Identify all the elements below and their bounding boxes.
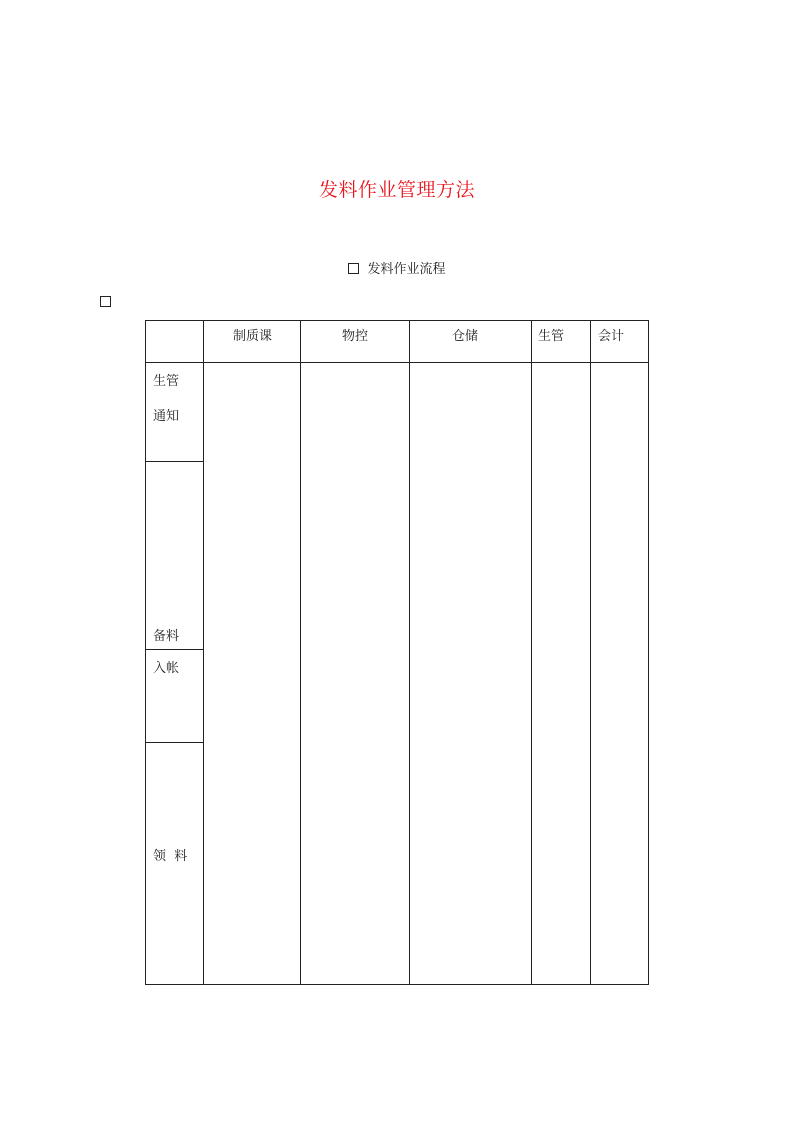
table-column-divider (531, 321, 532, 984)
column-header-accounting: 会计 (598, 329, 625, 344)
checkbox-icon (100, 296, 111, 307)
document-title: 发料作业管理方法 (318, 179, 475, 201)
table-row-divider (146, 649, 203, 650)
column-header-warehouse: 仓储 (452, 329, 479, 344)
column-header-production: 生管 (538, 329, 565, 344)
stage-label-post: 入帐 (153, 661, 180, 676)
checkbox-icon (348, 263, 359, 274)
column-header-quality: 制质课 (233, 329, 273, 344)
stage-label-notify-line1: 生管 (153, 374, 180, 389)
table-header-divider (146, 362, 648, 363)
section-heading (0, 258, 794, 277)
section-heading-text: 发料作业流程 (367, 262, 446, 277)
table-column-divider (409, 321, 410, 984)
table-column-divider (203, 321, 204, 984)
table-row-divider (146, 461, 203, 462)
table-column-divider (590, 321, 591, 984)
stage-label-notify-line2: 通知 (153, 409, 180, 424)
stage-label-prepare: 备料 (153, 629, 180, 644)
stage-label-requisition: 领 料 (153, 849, 188, 864)
column-header-material-control: 物控 (342, 329, 369, 344)
table-row-divider (146, 742, 203, 743)
flow-table (145, 320, 649, 985)
table-column-divider (300, 321, 301, 984)
